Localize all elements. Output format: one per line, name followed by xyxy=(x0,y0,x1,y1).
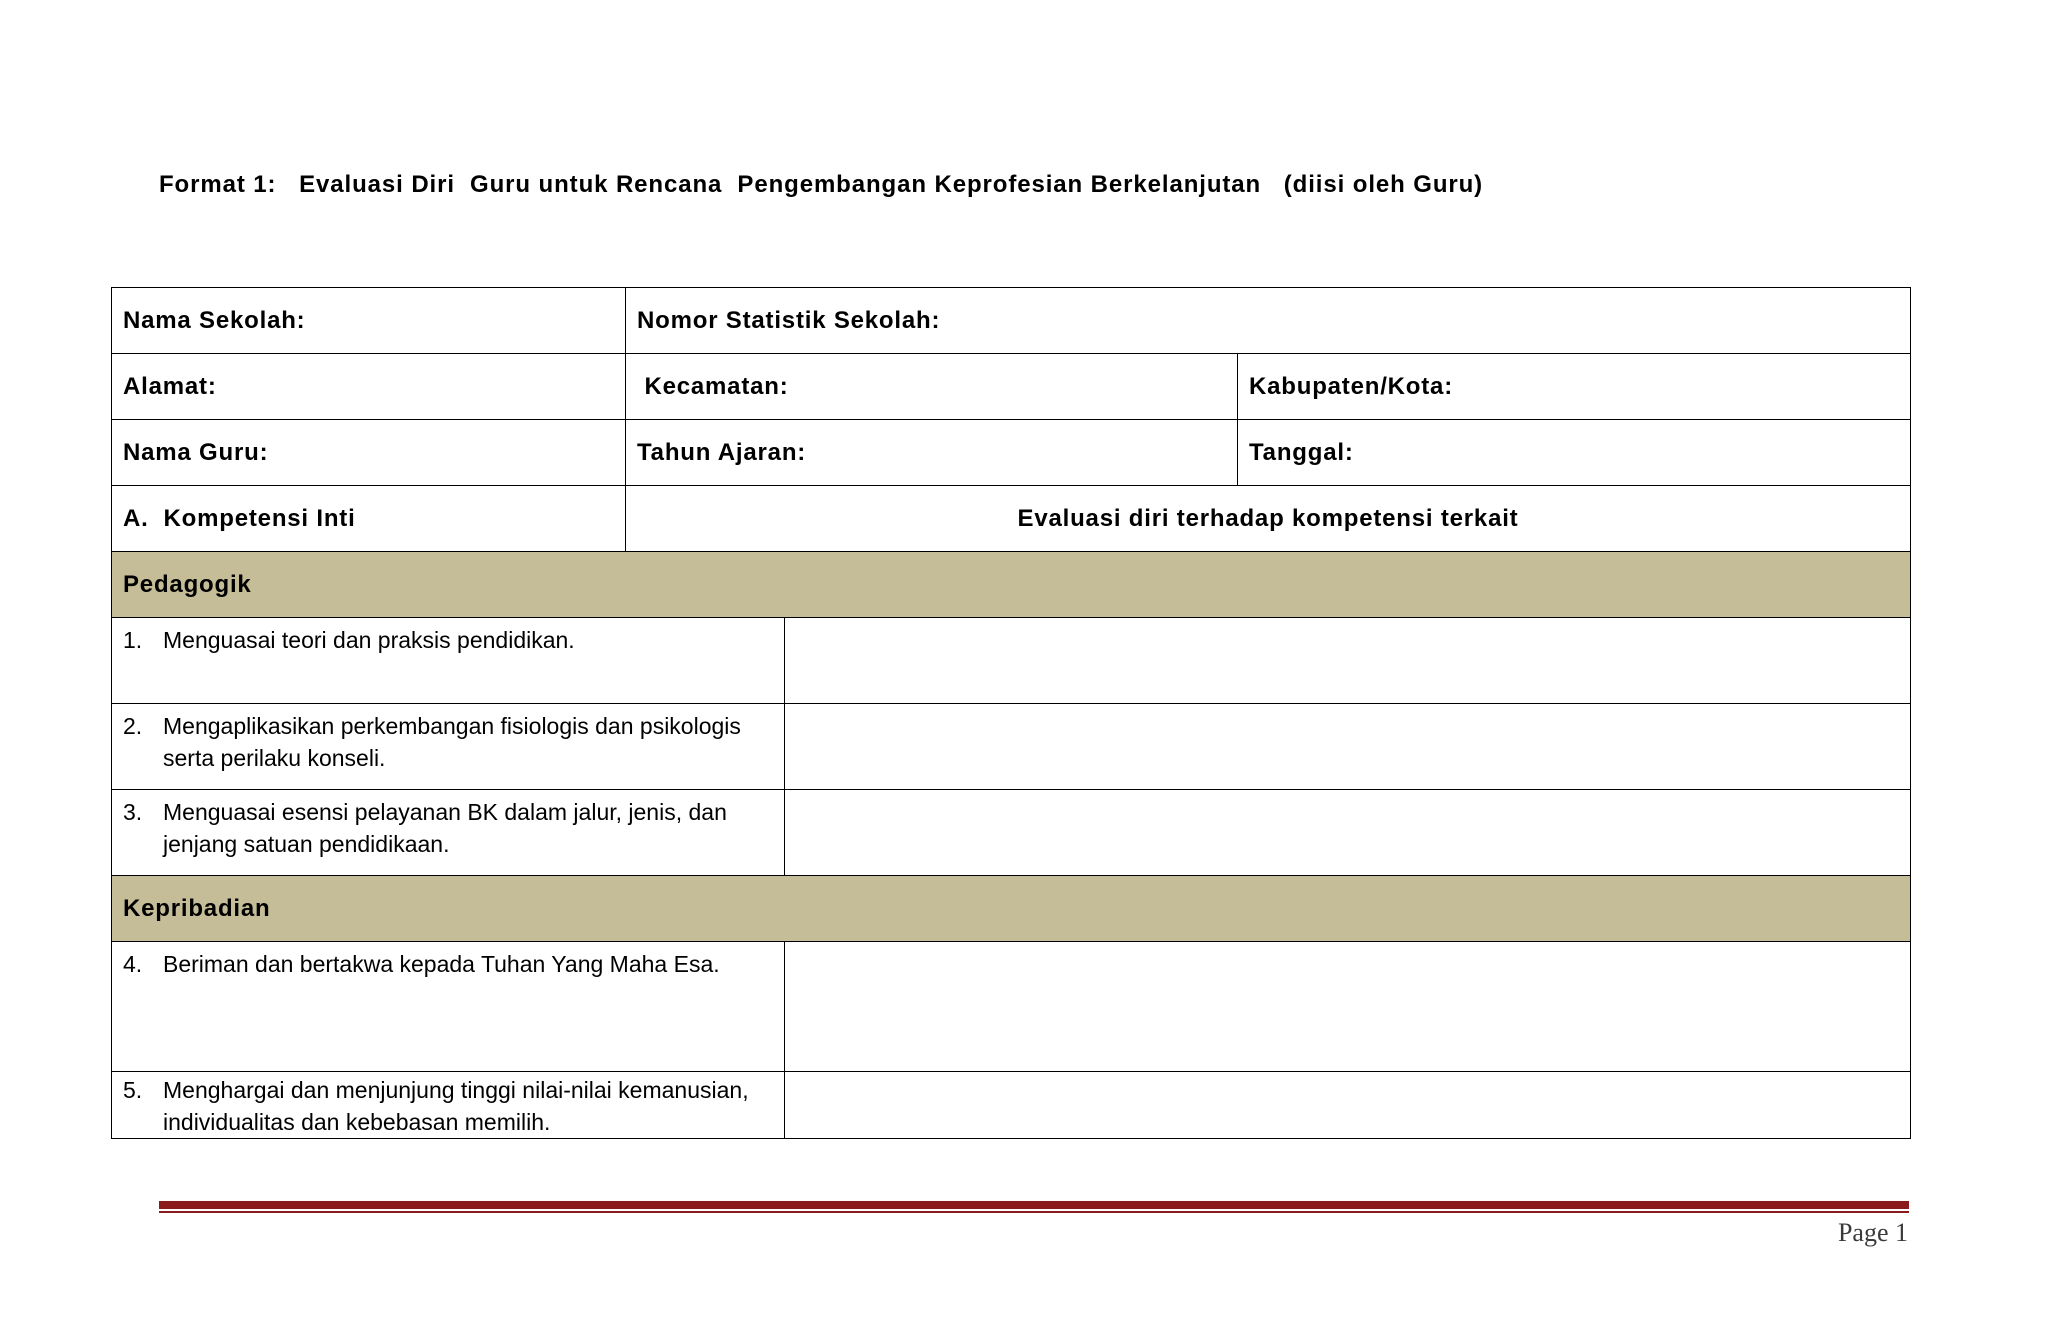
teacher-name-field[interactable]: Nama Guru: xyxy=(112,420,626,486)
evaluation-cell[interactable] xyxy=(785,704,1911,790)
academic-year-field[interactable]: Tahun Ajaran: xyxy=(626,420,1238,486)
core-competency-header: A. Kompetensi Inti xyxy=(112,486,626,552)
school-statistic-number-field[interactable]: Nomor Statistik Sekolah: xyxy=(626,288,1911,354)
item-text: Mengaplikasikan perkembangan fisiologis dan psikologis serta perilaku konseli. xyxy=(163,713,741,771)
address-row xyxy=(112,354,1911,420)
item-number: 3. xyxy=(123,799,143,825)
item-number: 2. xyxy=(123,713,143,739)
section-kepribadian xyxy=(112,876,1911,942)
school-row xyxy=(112,288,1911,354)
page-number: Page 1 xyxy=(1837,1218,1908,1247)
item-text: Menghargai dan menjunjung tinggi nilai-nilai kemanusian, individualitas dan kebebasan memilih. xyxy=(163,1077,749,1135)
item-number: 4. xyxy=(123,951,143,977)
competency-item xyxy=(112,618,785,704)
item-number: 1. xyxy=(123,627,143,653)
evaluation-cell[interactable] xyxy=(785,1072,1911,1139)
school-name-field[interactable]: Nama Sekolah: xyxy=(112,288,626,354)
regency-city-field[interactable]: Kabupaten/Kota: xyxy=(1238,354,1911,420)
teacher-row xyxy=(112,420,1911,486)
competency-row xyxy=(112,942,1911,1072)
document-title: Format 1: Evaluasi Diri Guru untuk Rencana Pengembangan Keprofesian Berkelanjutan (diisi oleh Guru) xyxy=(159,171,1484,198)
evaluation-cell[interactable] xyxy=(785,942,1911,1072)
section-title-kepribadian: Kepribadian xyxy=(112,876,1911,942)
footer-rule-thin xyxy=(159,1211,1909,1213)
address-field[interactable]: Alamat: xyxy=(112,354,626,420)
item-text: Menguasai teori dan praksis pendidikan. xyxy=(163,627,575,653)
competency-item xyxy=(112,942,785,1072)
section-title-pedagogik: Pedagogik xyxy=(112,552,1911,618)
competency-item xyxy=(112,790,785,876)
section-pedagogik xyxy=(112,552,1911,618)
evaluation-cell[interactable] xyxy=(785,790,1911,876)
district-field[interactable]: Kecamatan: xyxy=(626,354,1238,420)
competency-header-row xyxy=(112,486,1911,552)
competency-item xyxy=(112,1072,785,1139)
item-text: Beriman dan bertakwa kepada Tuhan Yang Maha Esa. xyxy=(163,951,720,977)
competency-row xyxy=(112,704,1911,790)
self-evaluation-header: Evaluasi diri terhadap kompetensi terkait xyxy=(626,486,1911,552)
competency-row xyxy=(112,790,1911,876)
evaluation-form-table xyxy=(111,287,1911,1139)
competency-row xyxy=(112,618,1911,704)
item-number: 5. xyxy=(123,1077,143,1103)
footer-rule xyxy=(159,1201,1909,1209)
date-field[interactable]: Tanggal: xyxy=(1238,420,1911,486)
evaluation-cell[interactable] xyxy=(785,618,1911,704)
item-text: Menguasai esensi pelayanan BK dalam jalur, jenis, dan jenjang satuan pendidikaan. xyxy=(163,799,727,857)
competency-item xyxy=(112,704,785,790)
competency-row xyxy=(112,1072,1911,1139)
